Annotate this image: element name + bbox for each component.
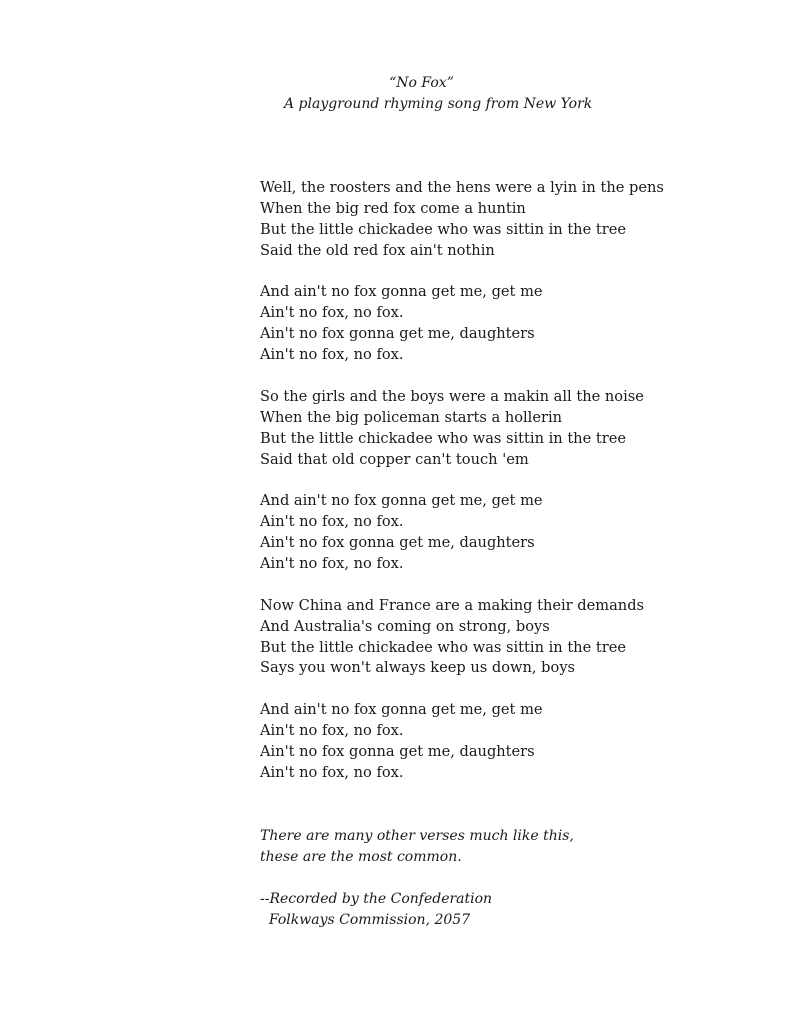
- lyric-line: When the big policeman starts a hollerin: [260, 408, 563, 426]
- song-subtitle: A playground rhyming song from New York: [284, 96, 593, 112]
- lyric-line: Well, the roosters and the hens were a lyin in the pens: [260, 179, 664, 196]
- lyric-line: Ain't no fox gonna get me, daughters: [260, 325, 535, 343]
- credit-line: --Recorded by the Confederation: [260, 891, 493, 907]
- lyric-line: But the little chickadee who was sittin in the tree: [260, 638, 626, 656]
- lyric-line: Ain't no fox, no fox.: [260, 555, 404, 573]
- lyric-line: Said the old red fox ain't nothin: [260, 241, 495, 259]
- lyric-line: So the girls and the boys were a makin all the noise: [260, 387, 644, 405]
- chorus-2: [260, 491, 664, 575]
- spacer: [260, 868, 574, 889]
- lyric-line: And ain't no fox gonna get me, get me: [260, 701, 543, 719]
- lyric-line: And Australia's coming on strong, boys: [260, 617, 550, 635]
- lyric-line: Ain't no fox gonna get me, daughters: [260, 534, 535, 552]
- note-line: these are the most common.: [260, 849, 462, 865]
- verse-1: [260, 178, 664, 262]
- lyric-line: Now China and France are a making their demands: [260, 596, 645, 614]
- note-line: There are many other verses much like this,: [260, 828, 574, 844]
- credit-line: Folkways Commission, 2057: [260, 912, 471, 928]
- verse-2: [260, 387, 664, 471]
- lyric-line: But the little chickadee who was sittin in the tree: [260, 429, 626, 447]
- footnotes: [260, 826, 574, 931]
- chorus-3: [260, 700, 664, 784]
- lyric-line: Ain't no fox, no fox.: [260, 763, 404, 781]
- lyric-line: And ain't no fox gonna get me, get me: [260, 492, 543, 510]
- lyric-line: And ain't no fox gonna get me, get me: [260, 283, 543, 301]
- verse-3: [260, 596, 664, 680]
- lyric-line: When the big red fox come a huntin: [260, 199, 526, 217]
- lyric-line: Ain't no fox, no fox.: [260, 304, 404, 322]
- lyric-line: Ain't no fox, no fox.: [260, 513, 404, 531]
- lyric-line: Ain't no fox gonna get me, daughters: [260, 743, 535, 761]
- lyric-line: Ain't no fox, no fox.: [260, 346, 404, 364]
- lyric-line: Says you won't always keep us down, boys: [260, 659, 576, 677]
- lyrics: [260, 178, 664, 805]
- chorus-1: [260, 282, 664, 366]
- lyric-line: Ain't no fox, no fox.: [260, 722, 404, 740]
- song-title: “No Fox”: [389, 75, 454, 91]
- lyric-line: But the little chickadee who was sittin in the tree: [260, 220, 626, 238]
- lyric-line: Said that old copper can't touch 'em: [260, 450, 529, 468]
